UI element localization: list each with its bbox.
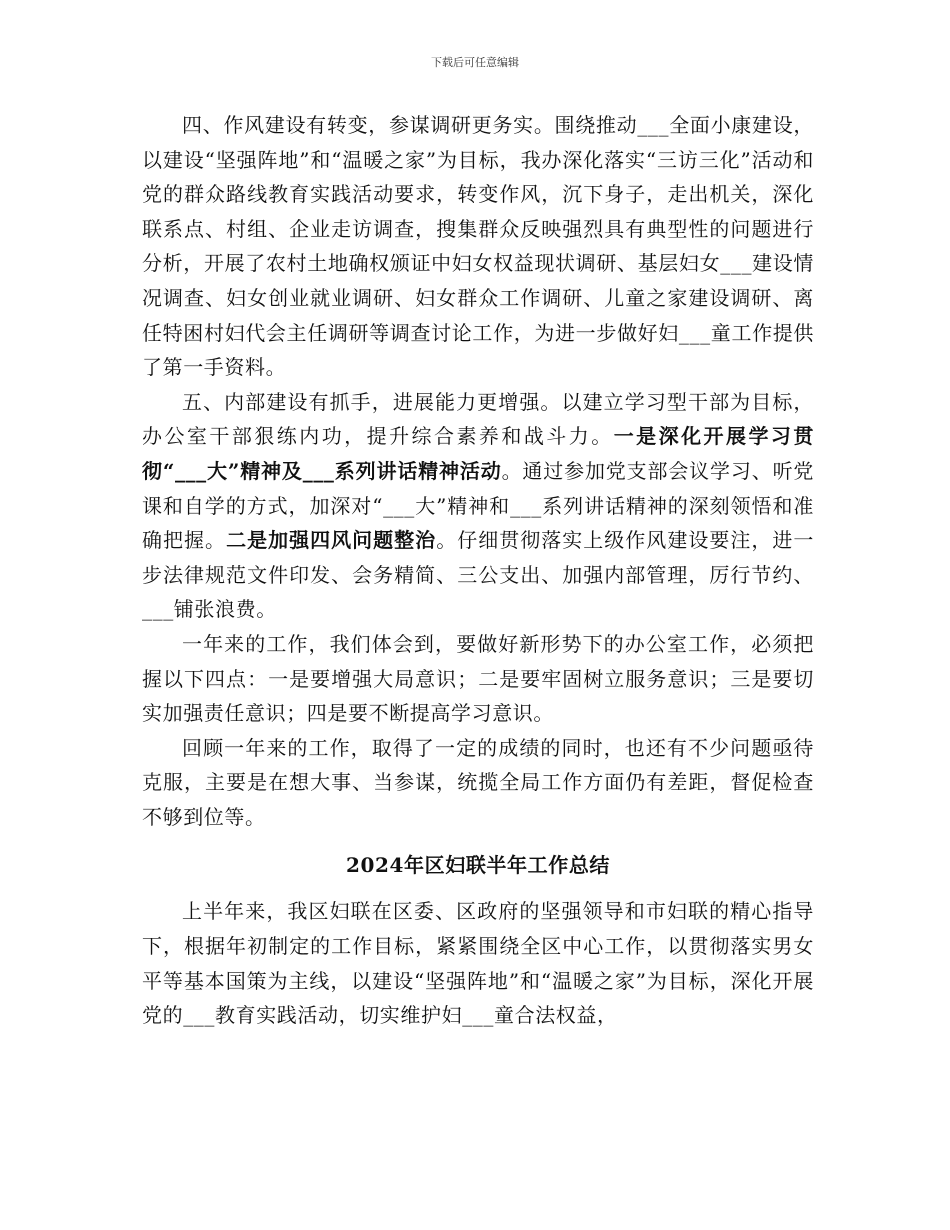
header-note: 下载后可任意编辑 [431, 56, 519, 69]
paragraph-internal-building-intro: 五、内部建设有抓手，进展能力更增强。以建立学习型干部为目标，办公室干部狠练内功，提升综合素养和战斗力。 [142, 389, 814, 449]
highlight-study-activity: 一是深化开展学习贯彻“___大”精神及___系列讲话精神活动 [142, 424, 814, 483]
paragraph-internal-building-mid: 。通过参加党支部会议学习、听党课和自学的方式，加深对“___大”精神和___系列讲话精神的深刻领悟和准确把握。 [142, 458, 815, 553]
paragraph-review: 回顾一年来的工作，取得了一定的成绩的同时，也还有不少问题亟待克服，主要是在想大事、当参谋，统揽全局工作方面仍有差距，督促检查不够到位等。 [142, 735, 814, 829]
paragraph-experience: 一年来的工作，我们体会到，要做好新形势下的办公室工作，必须把握以下四点：一是要增强大局意识；二是要牢固树立服务意识；三是要切实加强责任意识；四是要不断提高学习意识。 [142, 631, 814, 726]
document-body [142, 108, 814, 1033]
paragraph-internal-building-end: 。仔细贯彻落实上级作风建设要注，进一步法律规范文件印发、会务精简、三公支出、加强内部管理，厉行节约、___铺张浪费。 [142, 528, 814, 622]
section-title: 2024年区妇联半年工作总结 [345, 853, 611, 878]
paragraph-style-research: 四、作风建设有转变，参谋调研更务实。围绕推动___全面小康建设，以建设“坚强阵地”和“温暖之家”为目标，我办深化落实“三访三化”活动和党的群众路线教育实践活动要求，转变作风，沉下身子，走出机关，深化联系点、村组、企业走访调查，搜集群众反映强烈具有典型性的问题进行分析，开展了农村土地确权颁证中妇女权益现状调研、基层妇女___建设情况调查、妇女创业就业调研、妇女群众工作调研、儿童之家建设调研、离任特困村妇代会主任调研等调查讨论工作，为进一步做好妇___童工作提供了第一手资料。 [142, 113, 814, 380]
paragraph-half-year-intro: 上半年来，我区妇联在区委、区政府的坚强领导和市妇联的精心指导下，根据年初制定的工作目标，紧紧围绕全区中心工作，以贯彻落实男女平等基本国策为主线，以建设“坚强阵地”和“温暖之家”为目标，深化开展党的___教育实践活动，切实维护妇___童合法权益， [142, 899, 814, 1028]
paragraph-internal-building [142, 385, 814, 627]
highlight-four-winds: 二是加强四风问题整治 [226, 528, 437, 553]
